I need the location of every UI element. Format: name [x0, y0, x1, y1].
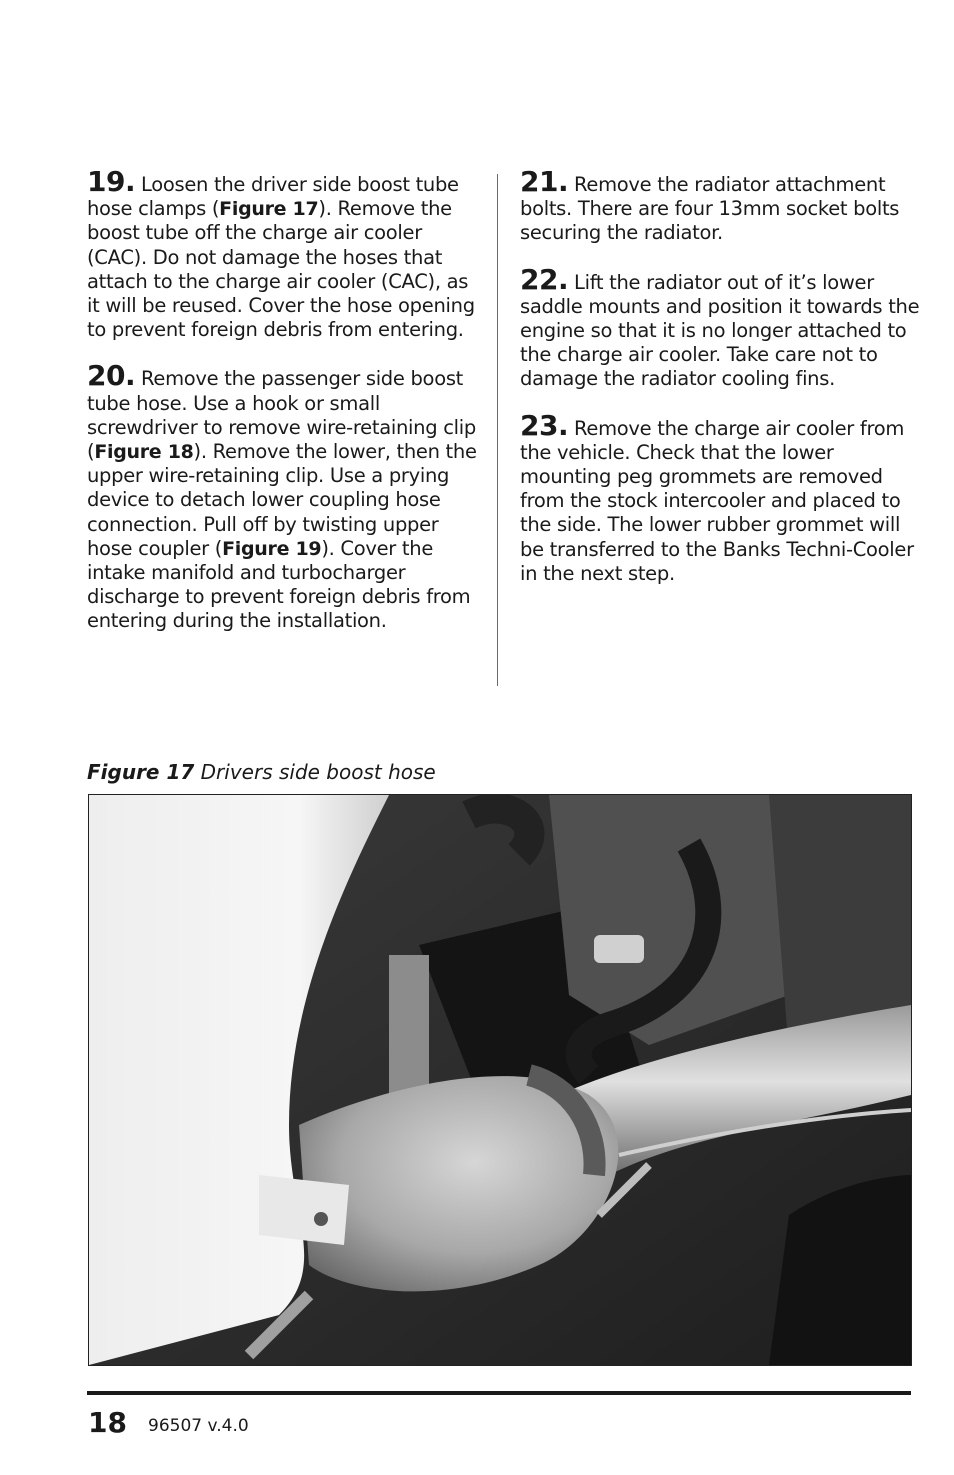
footer-rule [87, 1391, 911, 1395]
left-column [87, 165, 485, 656]
page-number: 18 [88, 1406, 127, 1439]
step-text: Remove the passenger side boost tube hose. Use a hook or small screwdriver to remove wire-retaining clip ( [87, 367, 476, 464]
mount-bolt-hole [314, 1212, 328, 1226]
step-text: ). Cover the intake manifold and turbocharger discharge to prevent foreign debris from entering during the installation. [87, 536, 471, 633]
figure-caption-text: Drivers side boost hose [194, 760, 436, 784]
step-20 [87, 359, 485, 633]
figure-reference: Figure 18 [94, 441, 194, 464]
engine-bay-photo-illustration [89, 795, 911, 1365]
step-19 [87, 165, 485, 342]
step-number: 19. [87, 165, 136, 198]
figure-label: Figure 17 [87, 760, 195, 784]
step-number: 22. [520, 262, 569, 296]
figure-17-photo [88, 794, 912, 1366]
step-text: ). Remove the boost tube off the charge air cooler (CAC). Do not damage the hoses that attach to the charge air cooler (CAC), as it will be reused. Cover the hose opening to prevent foreign debris from entering. [87, 197, 475, 342]
document-version: 96507 v.4.0 [148, 1416, 249, 1436]
step-text: Lift the radiator out of it’s lower saddle mounts and position it towards the engine so that it is no longer attached to the charge air cooler. Take care not to damage the radiator cooling fins. [520, 270, 920, 391]
step-text: Remove the radiator attachment bolts. There are four 13mm socket bolts securing the radiator. [520, 173, 900, 245]
step-text: Remove the charge air cooler from the vehicle. Check that the lower mounting peg grommets are removed from the stock intercooler and placed to the side. The lower rubber grommet will be transferred to the Banks Techni-Cooler in the next step. [520, 416, 914, 585]
right-column [520, 165, 920, 608]
step-23 [520, 408, 920, 586]
step-number: 21. [520, 165, 569, 198]
step-number: 23. [520, 408, 569, 442]
reservoir-mount-tab [259, 1175, 349, 1245]
step-22 [520, 262, 920, 392]
figure-reference: Figure 17 [219, 198, 319, 221]
step-text: ). Remove the lower, then the upper wire-retaining clip. Use a prying device to detach lower coupling hose connection. Pull off by twisting upper hose coupler ( [87, 440, 477, 560]
step-21 [520, 165, 920, 246]
figure-caption [87, 760, 436, 784]
step-number: 20. [87, 359, 136, 393]
figure-reference: Figure 19 [222, 537, 322, 560]
connector-clip [594, 935, 644, 963]
column-divider [497, 174, 498, 686]
step-text: Loosen the driver side boost tube hose clamps ( [87, 173, 459, 221]
